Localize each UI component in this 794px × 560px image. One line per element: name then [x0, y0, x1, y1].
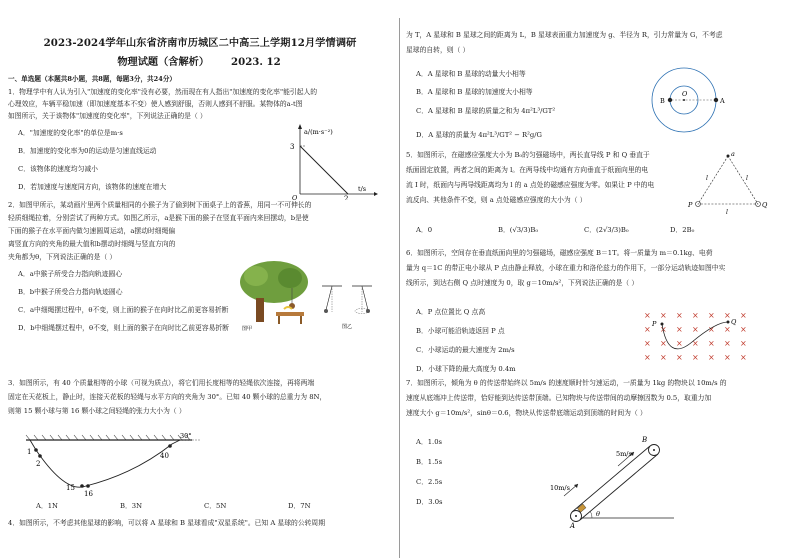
- svg-text:×: ×: [724, 311, 731, 320]
- question-5-option-d: D．2B₀: [670, 226, 695, 234]
- star-a-label: A: [720, 97, 725, 105]
- point-a-label: A: [570, 522, 576, 528]
- ball-40-label: 40: [160, 452, 169, 460]
- svg-text:×: ×: [692, 339, 699, 348]
- star-b: [668, 98, 672, 102]
- block-speed-arrowhead: [574, 484, 578, 488]
- question-7-line-3: 速度大小 g＝10m/s²，sinθ＝0.6，物块从传送带底端运动到顶端的时间为（ ）: [406, 409, 647, 417]
- ball-2-label: 2: [36, 460, 41, 468]
- question-2-tree-figure: [234, 258, 314, 332]
- graph-line: [300, 146, 348, 194]
- ball-15: [80, 484, 84, 488]
- side-label-bottom: l: [726, 209, 728, 216]
- question-1-line-1: 1．物理学中有人认为引入"加速度的变化率"没有必要，然而现在有人指出"加速度的变化率"能引起人的: [8, 88, 318, 96]
- x-axis-arrow: [374, 192, 378, 196]
- question-7-option-d: D．3.0s: [416, 498, 443, 506]
- question-2-option-a: A．a中猴子所受合力指向轨迹圆心: [18, 270, 123, 278]
- question-5-option-c: C．(2√3/3)B₀: [584, 226, 629, 234]
- question-2-line-5: 夹角都为θ，下列说法正确的是（ ）: [8, 253, 117, 261]
- question-4-line-1: 4．如图所示，不考虑其他星球的影响，可以将 A 星球和 B 星球看成"双星系统"。已知 A 星球的公转周期: [8, 519, 326, 527]
- question-2-line-2: 轻质细绳拉着，分别尝试了两种方式。如图乙所示，a是猴下面的猴子在竖直平面内来回摆动，b是使: [8, 214, 309, 222]
- right-column: [402, 0, 794, 560]
- svg-text:×: ×: [708, 339, 715, 348]
- question-6-option-b: B．小球可能沿轨迹返回 P 点: [416, 327, 505, 335]
- question-4-line-3: 星球的自转，则（ ）: [406, 46, 470, 54]
- question-3-option-a: A．1N: [36, 502, 58, 510]
- angle-theta-label: θ: [596, 510, 600, 518]
- subject-title: 物理试题（含解析）: [117, 56, 210, 68]
- table-top: [276, 312, 304, 316]
- center-o: [683, 99, 685, 101]
- question-6-line-1: 6．如图所示，空间存在垂直纸面向里的匀强磁场，磁感应强度 B＝1T。将一质量为 m＝0.1kg、电荷: [406, 249, 713, 257]
- question-1-option-c: C．该物体的速度均匀减小: [18, 165, 98, 173]
- ball-1-label: 1: [27, 448, 32, 456]
- svg-text:×: ×: [740, 339, 747, 348]
- point-q: [727, 321, 730, 324]
- question-5-triangle-figure: [684, 148, 772, 218]
- question-4-line-2: 为 T，A 星球和 B 星球之间的距离为 L，B 星球表面重力加速度为 g、半径为 R，引力常量为 G，不考虑: [406, 31, 723, 39]
- svg-text:×: ×: [708, 311, 715, 320]
- svg-text:×: ×: [644, 339, 651, 348]
- origin-label: O: [292, 194, 298, 200]
- belt-speed-label: 5m/s: [616, 450, 632, 458]
- svg-text:×: ×: [644, 311, 651, 320]
- point-b-label: B: [642, 436, 648, 444]
- point-a: [727, 155, 730, 158]
- ball-16: [86, 484, 90, 488]
- question-5-line-1: 5．如图所示，在磁感应强度大小为 B₀的匀强磁场中，两长直导线 P 和 Q 垂直于: [406, 151, 650, 159]
- question-3-option-c: C．5N: [204, 502, 227, 510]
- question-4-option-d: D．A 星球的质量为 4π²L³/GT² − R²g/G: [416, 131, 542, 139]
- y-tick-label: 3: [290, 143, 295, 151]
- question-4-option-b: B．A 星球和 B 星球的加速度大小相等: [416, 88, 533, 96]
- tree-canopy-highlight: [244, 266, 268, 286]
- question-6-option-d: D．小球下降的最大高度为 0.4m: [416, 365, 516, 373]
- table-leg: [278, 316, 280, 324]
- question-7-option-b: B．1.5s: [416, 458, 443, 466]
- side-label-right: l: [746, 175, 748, 182]
- center-label: O: [682, 90, 688, 98]
- chain-curve: [30, 440, 180, 487]
- question-7-line-1: 7．如图所示，倾角为 θ 的传送带始终以 5m/s 的速度顺时针匀速运动，一质量为 1kg 的物块以 10m/s 的: [406, 379, 727, 387]
- svg-text:×: ×: [724, 339, 731, 348]
- paper-subtitle: [0, 53, 398, 68]
- belt: [571, 445, 660, 522]
- star-a: [714, 98, 718, 102]
- question-2-option-c: C．a中细绳摆过程中，θ不变，则上面的猴子在向时比乙前更容易折断: [18, 306, 229, 314]
- question-7-option-a: A．1.0s: [416, 438, 443, 446]
- y-axis-label: a/(m·s⁻²): [304, 128, 333, 136]
- question-2-line-3: 下面的猴子在水平面内做匀速圆周运动，a摆动时细绳偏: [8, 227, 176, 235]
- svg-text:×: ×: [676, 353, 683, 362]
- svg-text:×: ×: [676, 311, 683, 320]
- wire-p-label: P: [688, 201, 693, 209]
- figure-label-jia: 图甲: [242, 326, 253, 332]
- question-3-line-1: 3．如图所示，有 40 个质量相等的小球（可视为质点），将它们用长度相等的轻绳依次连接，再将两端: [8, 379, 315, 387]
- tree-canopy-shade: [278, 268, 302, 288]
- question-1-option-a: A．"加速度的变化率"的单位是m·s: [18, 129, 123, 137]
- tree-trunk: [256, 298, 264, 322]
- question-4-binary-star-figure: [640, 62, 730, 140]
- rope-a: [326, 286, 332, 310]
- svg-text:×: ×: [644, 353, 651, 362]
- question-7-option-c: C．2.5s: [416, 478, 443, 486]
- svg-text:×: ×: [724, 325, 731, 334]
- angle-label: 30°: [180, 432, 192, 440]
- svg-text:×: ×: [708, 325, 715, 334]
- svg-text:×: ×: [740, 311, 747, 320]
- svg-text:×: ×: [660, 339, 667, 348]
- question-3-line-3: 则第 15 颗小球与第 16 颗小球之间轻绳的张力大小为（ ）: [8, 407, 186, 415]
- paper-title: 2023-2024学年山东省济南市历城区二中高三上学期12月学情调研: [43, 37, 357, 49]
- question-1-at-graph: [286, 124, 378, 200]
- table-leg: [300, 316, 302, 324]
- question-2-option-b: B．b中猴子所受合力指向轨迹圆心: [18, 288, 123, 296]
- monkey-b: [366, 309, 370, 313]
- block-speed-label: 10m/s: [550, 484, 570, 492]
- figure-label-yi: 图乙: [342, 324, 353, 330]
- ball-1: [34, 448, 38, 452]
- section-heading: 一、单选题（本题共8小题，共8题，每题3分，共24分）: [8, 75, 177, 83]
- question-1-line-3: 如图所示，关于该物体"加速度的变化率"，下列说法正确的是（ ）: [8, 112, 207, 120]
- svg-text:×: ×: [644, 325, 651, 334]
- question-3-option-b: B．3N: [120, 502, 143, 510]
- question-6-line-3: 线所示，到达右侧 Q 点时速度为 0，取 g＝10m/s²，下列说法正确的是（ ）: [406, 279, 639, 287]
- point-q-label: Q: [731, 318, 737, 326]
- question-5-option-a: A．0: [416, 226, 433, 234]
- question-7-line-2: 速度从底端冲上传送带，恰好能到达传送带顶端。已知物块与传送带间的动摩擦因数为 0.5，取重力加: [406, 394, 712, 402]
- y-axis-arrow: [298, 124, 302, 129]
- question-3-line-2: 固定在天花板上，静止时，连接天花板的轻绳与水平方向的夹角为 30°。已知 40 颗小球的总重力为 8N，: [8, 393, 327, 401]
- question-3-chain-figure: [24, 430, 200, 498]
- question-2-line-4: 离竖直方向的夹角的最大值和b摆动时细绳与竖直方向的: [8, 240, 176, 248]
- question-3-option-d: D．7N: [288, 502, 311, 510]
- question-7-conveyor-figure: [550, 432, 680, 528]
- x-tick-label: 2: [344, 195, 349, 200]
- svg-text:×: ×: [660, 353, 667, 362]
- wire-q-label: Q: [762, 201, 768, 209]
- question-6-option-c: C．小球运动的最大速度为 2m/s: [416, 346, 515, 354]
- svg-text:×: ×: [692, 353, 699, 362]
- question-2-line-1: 2．如图甲所示，某动画片里两个质量相同的小猴子为了偷到树下面桌子上的香蕉，用同一不可伸长的: [8, 201, 312, 209]
- svg-text:×: ×: [676, 325, 683, 334]
- question-1-option-b: B．加速度的变化率为0的运动是匀速直线运动: [18, 147, 157, 155]
- question-1-option-d: D．若加速度与速度同方向，该物体的速度在增大: [18, 183, 167, 191]
- question-6-magnetic-field-figure: [640, 306, 758, 372]
- svg-text:×: ×: [708, 353, 715, 362]
- svg-text:×: ×: [692, 311, 699, 320]
- question-5-option-b: B．(√3/3)B₀: [498, 226, 539, 234]
- svg-text:×: ×: [724, 353, 731, 362]
- question-5-line-3: 流 I 时，纸面内与两导线距离均为 l 的 a 点处的磁感应强度为零。如果让 P 中的电: [406, 181, 655, 189]
- svg-text:×: ×: [740, 353, 747, 362]
- exam-date: 2023. 12: [231, 56, 281, 68]
- star-b-label: B: [660, 97, 665, 105]
- question-2-option-d: D．b中细绳摆过程中，θ不变，则上面的猴子在向时比乙前更容易折断: [18, 324, 230, 332]
- monkey-a: [324, 309, 328, 313]
- x-axis-label: t/s: [358, 185, 367, 193]
- question-4-option-c: C．A 星球和 B 星球的质量之和为 4π²L³/GT²: [416, 107, 556, 115]
- point-p: [661, 323, 664, 326]
- side-label-left: l: [706, 175, 708, 182]
- question-5-line-2: 纸面固定放置，两者之间的距离为 l。在两导线中均通有方向垂直于纸面向里的电: [406, 166, 649, 174]
- ball-2: [38, 454, 42, 458]
- column-divider: [399, 18, 400, 558]
- angle-arc: [590, 511, 592, 518]
- question-1-line-2: 心理效应，车辆平稳加速（即加速度基本不变）使人感到舒服，否则人感到不舒服。某物体的a-t图: [8, 100, 303, 108]
- question-6-option-a: A．P 点位置比 Q 点高: [416, 308, 486, 316]
- question-6-line-2: 量为 q＝1C 的带正电小球从 P 点由静止释放，小球在重力和洛伦兹力的作用下，一部分运动轨迹如图中实: [406, 264, 726, 272]
- svg-text:×: ×: [660, 311, 667, 320]
- svg-text:×: ×: [660, 325, 667, 334]
- point-a-label: a: [731, 150, 735, 158]
- svg-text:×: ×: [676, 339, 683, 348]
- ceiling-hatch: [26, 435, 190, 440]
- question-2-pendulum-figure: [318, 282, 376, 332]
- question-5-line-4: 流反向、其他条件不变，则 a 点处磁感应强度的大小为（ ）: [406, 196, 587, 204]
- svg-text:×: ×: [692, 325, 699, 334]
- rope-b: [362, 286, 368, 310]
- ball-16-label: 16: [84, 490, 93, 498]
- ball-40: [168, 444, 172, 448]
- point-p-label: P: [652, 320, 657, 328]
- ball-15-label: 15: [66, 484, 75, 492]
- svg-text:×: ×: [740, 325, 747, 334]
- banana-icon: [284, 307, 292, 309]
- question-4-option-a: A．A 星球和 B 星球的动量大小相等: [416, 70, 526, 78]
